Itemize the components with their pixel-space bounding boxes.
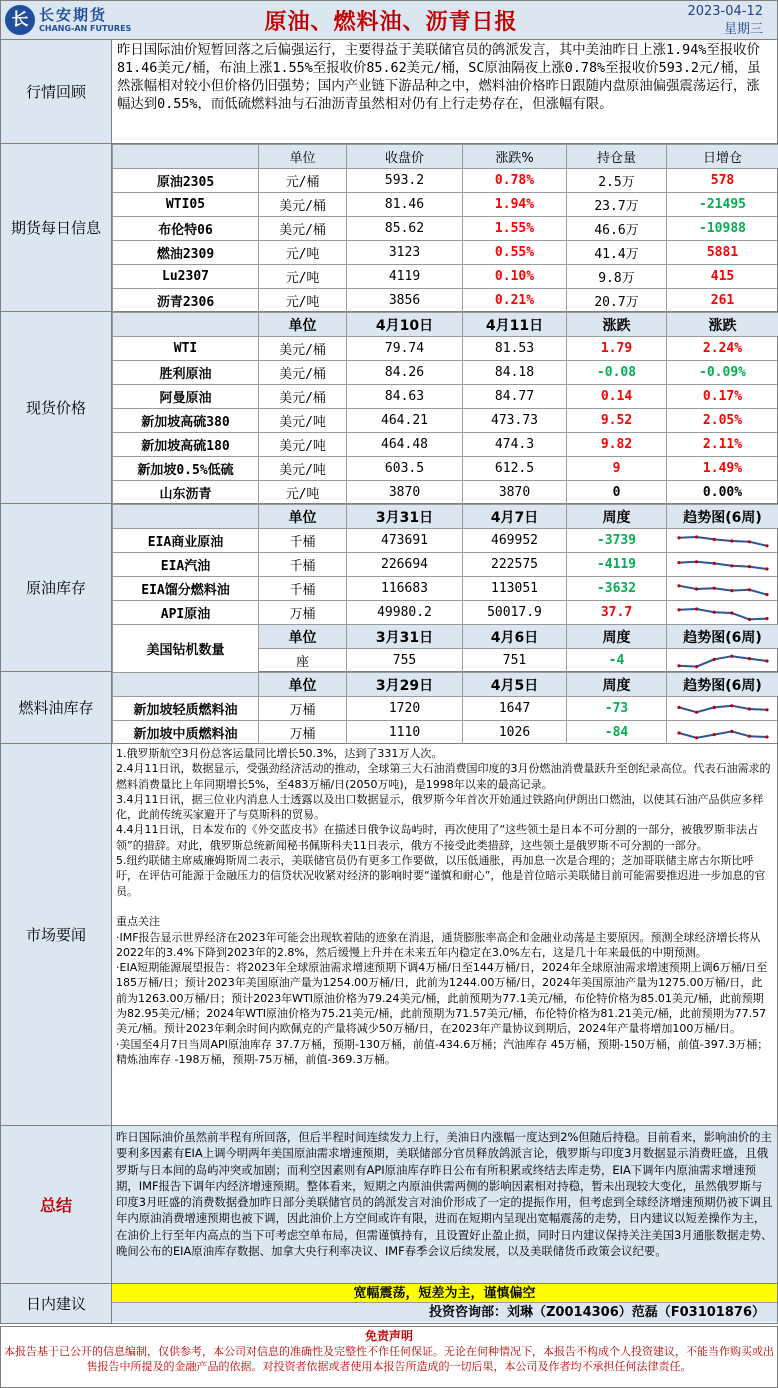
daily-oi-change: 261	[667, 289, 778, 313]
unit: 元/吨	[259, 241, 347, 265]
fuel-header: 单位	[259, 673, 347, 697]
open-interest: 23.7万	[567, 193, 667, 217]
report-title: 原油、燃料油、沥青日报	[264, 10, 518, 35]
value-latest: 113051	[463, 577, 567, 601]
news-label: 市场要闻	[1, 744, 112, 1125]
trend-sparkline	[675, 699, 771, 719]
spot-header: 涨跌	[567, 313, 667, 337]
review-section	[0, 40, 778, 144]
price-day1: 84.26	[347, 361, 463, 385]
price-day2: 612.5	[463, 457, 567, 481]
trend-point	[730, 611, 733, 614]
trend-point	[747, 588, 750, 591]
trend-point	[730, 729, 733, 732]
trend-sparkline	[675, 579, 771, 599]
inventory-header: 4月7日	[463, 505, 567, 529]
fuel-header: 4月5日	[463, 673, 567, 697]
trend-point	[712, 705, 715, 708]
spot-header: 单位	[259, 313, 347, 337]
inventory-header	[113, 505, 259, 529]
change: 9	[567, 457, 667, 481]
trend-point	[747, 707, 750, 710]
rig-header: 4月6日	[463, 625, 567, 649]
futures-header	[113, 145, 259, 169]
trend-point	[765, 567, 768, 570]
change-pct: 2.24%	[667, 337, 778, 361]
spot-header-row	[113, 313, 778, 337]
unit: 美元/桶	[259, 385, 347, 409]
value-prev: 1110	[347, 721, 463, 745]
trend-cell	[667, 697, 778, 721]
weekly-change: 37.7	[567, 601, 667, 625]
value-prev: 49980.2	[347, 601, 463, 625]
futures-row	[113, 217, 778, 241]
trend-point	[730, 704, 733, 707]
trend-point	[765, 708, 768, 711]
trend-point	[712, 733, 715, 736]
close-price: 3856	[347, 289, 463, 313]
value-latest: 469952	[463, 529, 567, 553]
open-interest: 2.5万	[567, 169, 667, 193]
daily-oi-change: -10988	[667, 217, 778, 241]
trend-point	[677, 664, 680, 667]
inventory-name: API原油	[113, 601, 259, 625]
disclaimer-title: 免责声明	[364, 1329, 413, 1343]
advisor-team: 投资咨询部：刘琳（Z0014306）范磊（F03101876）	[112, 1303, 777, 1322]
fuel-table	[112, 672, 778, 745]
spot-row	[113, 481, 778, 505]
trend-point	[765, 659, 768, 662]
inventory-label: 原油库存	[1, 504, 112, 671]
trend-sparkline	[675, 555, 771, 575]
news-section	[0, 744, 778, 1126]
unit: 万桶	[259, 601, 347, 625]
inventory-row	[113, 577, 778, 601]
trend-point	[747, 734, 750, 737]
summary-label: 总结	[1, 1126, 112, 1283]
company-logo	[5, 3, 133, 39]
unit: 美元/桶	[259, 361, 347, 385]
spot-header: 涨跌	[667, 313, 778, 337]
fuel-label: 燃料油库存	[1, 672, 112, 743]
trend-point	[730, 589, 733, 592]
disclaimer	[0, 1326, 778, 1388]
futures-row	[113, 241, 778, 265]
price-day2: 81.53	[463, 337, 567, 361]
weekday-text: 星期三	[723, 22, 763, 37]
futures-row	[113, 169, 778, 193]
trend-sparkline	[675, 651, 771, 671]
summary-section	[0, 1126, 778, 1284]
open-interest: 20.7万	[567, 289, 667, 313]
futures-header-row	[113, 145, 778, 169]
open-interest: 9.8万	[567, 265, 667, 289]
trend-point	[695, 736, 698, 739]
price-day2: 84.77	[463, 385, 567, 409]
rig-header-row	[113, 625, 778, 649]
weekly-change: -4	[567, 649, 667, 673]
close-price: 4119	[347, 265, 463, 289]
weekly-change: -3739	[567, 529, 667, 553]
daily-oi-change: 5881	[667, 241, 778, 265]
unit: 座	[259, 649, 347, 673]
change-pct: -0.09%	[667, 361, 778, 385]
change-pct: 2.11%	[667, 433, 778, 457]
change: 0.14	[567, 385, 667, 409]
trend-point	[695, 535, 698, 538]
inventory-row	[113, 601, 778, 625]
spot-header	[113, 313, 259, 337]
logo-en: CHANG-AN FUTURES	[39, 24, 132, 33]
rig-header: 趋势图(6周)	[667, 625, 778, 649]
contract-name: 原油2305	[113, 169, 259, 193]
inventory-table	[112, 504, 778, 673]
trend-point	[712, 586, 715, 589]
contract-name: 燃油2309	[113, 241, 259, 265]
spot-header: 4月10日	[347, 313, 463, 337]
unit: 美元/桶	[259, 193, 347, 217]
futures-row	[113, 289, 778, 313]
unit: 元/吨	[259, 265, 347, 289]
trend-point	[712, 561, 715, 564]
fuel-header: 3月29日	[347, 673, 463, 697]
spot-row	[113, 457, 778, 481]
trend-cell	[667, 649, 778, 673]
logo-mark-icon: 长	[5, 5, 35, 35]
value-latest: 222575	[463, 553, 567, 577]
fuel-name: 新加坡中质燃料油	[113, 721, 259, 745]
futures-row	[113, 265, 778, 289]
change: 0	[567, 481, 667, 505]
change-pct: 0.00%	[667, 481, 778, 505]
trend-point	[747, 565, 750, 568]
trend-line	[679, 537, 767, 546]
daily-oi-change: -21495	[667, 193, 778, 217]
fuel-header: 周度	[567, 673, 667, 697]
trend-point	[695, 607, 698, 610]
spot-name: WTI	[113, 337, 259, 361]
price-day1: 3870	[347, 481, 463, 505]
daily-oi-change: 578	[667, 169, 778, 193]
disclaimer-text: 本报告基于已公开的信息编制，仅供参考，本公司对信息的准确性及完整性不作任何保证。无论在何种情况下，本报告不构成个人投资建议，不能当作购买或出售报告中所提及的金融产品的依据。对投资者依据或者使用本报告所造成的一切后果，本公司及作者均不承担任何法律责任。	[4, 1345, 774, 1373]
unit: 万桶	[259, 697, 347, 721]
date-text: 2023-04-12	[687, 4, 763, 19]
spot-row	[113, 385, 778, 409]
weekly-change: -73	[567, 697, 667, 721]
futures-table	[112, 144, 778, 313]
price-day1: 464.21	[347, 409, 463, 433]
price-day1: 603.5	[347, 457, 463, 481]
change-pct: 0.17%	[667, 385, 778, 409]
trend-point	[677, 731, 680, 734]
trend-line	[679, 585, 767, 594]
change-pct: 0.78%	[463, 169, 567, 193]
change: 9.52	[567, 409, 667, 433]
price-day2: 84.18	[463, 361, 567, 385]
advice-text: 宽幅震荡，短差为主，谨慎偏空	[112, 1284, 777, 1303]
report-header	[0, 0, 778, 40]
value-latest: 751	[463, 649, 567, 673]
contract-name: Lu2307	[113, 265, 259, 289]
trend-cell	[667, 601, 778, 625]
spot-row	[113, 433, 778, 457]
spot-row	[113, 337, 778, 361]
futures-row	[113, 193, 778, 217]
rig-header: 单位	[259, 625, 347, 649]
unit: 千桶	[259, 553, 347, 577]
unit: 美元/吨	[259, 457, 347, 481]
trend-sparkline	[675, 603, 771, 623]
unit: 千桶	[259, 529, 347, 553]
open-interest: 46.6万	[567, 217, 667, 241]
inventory-row	[113, 529, 778, 553]
weekly-change: -84	[567, 721, 667, 745]
trend-line	[679, 731, 767, 737]
change-pct: 0.10%	[463, 265, 567, 289]
price-day2: 3870	[463, 481, 567, 505]
rig-header: 周度	[567, 625, 667, 649]
contract-name: 沥青2306	[113, 289, 259, 313]
close-price: 593.2	[347, 169, 463, 193]
trend-point	[677, 584, 680, 587]
spot-section	[0, 312, 778, 504]
trend-line	[679, 609, 767, 619]
futures-header: 日增仓	[667, 145, 778, 169]
spot-name: 新加坡高硫180	[113, 433, 259, 457]
trend-cell	[667, 553, 778, 577]
unit: 美元/吨	[259, 433, 347, 457]
spot-row	[113, 361, 778, 385]
close-price: 3123	[347, 241, 463, 265]
spot-header: 4月11日	[463, 313, 567, 337]
unit: 美元/吨	[259, 409, 347, 433]
trend-point	[677, 561, 680, 564]
inventory-header-row	[113, 505, 778, 529]
trend-point	[677, 536, 680, 539]
fuel-header-row	[113, 673, 778, 697]
unit: 千桶	[259, 577, 347, 601]
trend-point	[765, 544, 768, 547]
inventory-name: EIA馏分燃料油	[113, 577, 259, 601]
trend-point	[695, 710, 698, 713]
trend-point	[765, 617, 768, 620]
review-text: 昨日国际油价短暂回落之后偏强运行，主要得益于美联储官员的鸽派发言，其中美油昨日上涨1.94%至报收价81.46美元/桶，布油上涨1.55%至报收价85.62美元/桶，SC原油隔夜上涨0.78%至报收价593.2元/桶，虽然涨幅相对较小但价格仍旧强势；国内产业链下游品种之中，燃料油价格昨日跟随内盘原油偏强震荡运行，涨幅达到0.55%，而低硫燃料油与石油沥青虽然相对仍有上行走势存在，但涨幅有限。	[117, 43, 761, 112]
report-date	[687, 3, 763, 39]
trend-point	[730, 564, 733, 567]
spot-name: 新加坡0.5%低硫	[113, 457, 259, 481]
inventory-header: 单位	[259, 505, 347, 529]
spot-name: 胜利原油	[113, 361, 259, 385]
value-prev: 473691	[347, 529, 463, 553]
review-label: 行情回顾	[1, 40, 112, 143]
rig-header: 3月31日	[347, 625, 463, 649]
trend-point	[712, 537, 715, 540]
trend-point	[695, 560, 698, 563]
change: -0.08	[567, 361, 667, 385]
weekly-change: -4119	[567, 553, 667, 577]
trend-point	[730, 654, 733, 657]
trend-point	[765, 593, 768, 596]
value-prev: 226694	[347, 553, 463, 577]
fuel-header: 趋势图(6周)	[667, 673, 778, 697]
fuel-name: 新加坡轻质燃料油	[113, 697, 259, 721]
fuel-row	[113, 721, 778, 745]
price-day2: 474.3	[463, 433, 567, 457]
trend-point	[747, 540, 750, 543]
trend-point	[712, 610, 715, 613]
logo-cn: 长安期货	[39, 6, 108, 24]
trend-point	[695, 587, 698, 590]
price-day1: 84.63	[347, 385, 463, 409]
unit: 元/桶	[259, 169, 347, 193]
spot-name: 阿曼原油	[113, 385, 259, 409]
inventory-name: EIA商业原油	[113, 529, 259, 553]
contract-name: WTI05	[113, 193, 259, 217]
trend-point	[695, 665, 698, 668]
spot-name: 新加坡高硫380	[113, 409, 259, 433]
advice-section	[0, 1284, 778, 1324]
daily-oi-change: 415	[667, 265, 778, 289]
open-interest: 41.4万	[567, 241, 667, 265]
inventory-header: 趋势图(6周)	[667, 505, 778, 529]
trend-line	[679, 705, 767, 711]
trend-point	[677, 608, 680, 611]
weekly-change: -3632	[567, 577, 667, 601]
contract-name: 布伦特06	[113, 217, 259, 241]
trend-point	[747, 657, 750, 660]
value-latest: 1647	[463, 697, 567, 721]
change-pct: 0.21%	[463, 289, 567, 313]
trend-point	[730, 539, 733, 542]
trend-cell	[667, 577, 778, 601]
unit: 美元/桶	[259, 337, 347, 361]
spot-table	[112, 312, 778, 505]
price-day1: 79.74	[347, 337, 463, 361]
inventory-section	[0, 504, 778, 672]
value-prev: 116683	[347, 577, 463, 601]
spot-row	[113, 409, 778, 433]
trend-cell	[667, 721, 778, 745]
inventory-header: 周度	[567, 505, 667, 529]
change-pct: 1.55%	[463, 217, 567, 241]
trend-cell	[667, 529, 778, 553]
value-latest: 50017.9	[463, 601, 567, 625]
trend-point	[712, 657, 715, 660]
unit: 万桶	[259, 721, 347, 745]
futures-header: 单位	[259, 145, 347, 169]
trend-sparkline	[675, 723, 771, 743]
news-text: 1.俄罗斯航空3月份总客运量同比增长50.3%，达到了331万人次。 2.4月11日讯，数据显示，受强劲经济活动的推动，全球第三大石油消费国印度的3月份燃油消费量跃升至创纪录高位。代表石油需求的燃料消费量比上年同期增长5%，至483万桶/日(2050万吨)，是1998年以来的最高记录。 3.4月11日讯，据三位业内消息人士透露以及出口数据显示，俄罗斯今年首次开始通过铁路向伊朗出口燃油，以使其石油产品供应多样化，此前传统买家避开了与莫斯科的贸易。 4.4月11日讯，日本发布的《外交蓝皮书》在描述日俄争议岛屿时，再次使用了“这些领土是日本不可分割的一部分，被俄罗斯非法占领”的措辞。对此，俄罗斯总统新闻秘书佩斯科夫11日表示，俄方不接受此类措辞，这些领土是俄罗斯不可分割的一部分。 5.纽约联储主席威廉姆斯周二表示，美联储官员仍有更多工作要做，以压低通胀，再加息一次是合理的；芝加哥联储主席古尔斯比呼吁，在评估可能源于金融压力的信贷状况收紧对经济的影响时要“谨慎和耐心”，他是首位暗示美联储目前可能需要推迟进一步加息的官员。 重点关注 ·IMF报告显示世界经济在2023年可能会出现软着陆的迹象在消退，通货膨胀率高企和金融业动荡是主要原因。预测全球经济增长将从2022年的3.4%下降到2023年的2.8%，然后缓慢上升并在未来五年内稳定在3.0%左右，这是几十年来最低的中期预测。 ·EIA短期能源展望报告：将2023年全球原油需求增速预期下调4万桶/日至144万桶/日，2024年全球原油需求增速预期上调6万桶/日至185万桶/日；预计2023年美国原油产量为1254.00万桶/日，此前为1244.00万桶/日，2024年美国原油产量为1275.00万桶/日，此前为1263.00万桶/日；预计2023年WTI原油价格为79.24美元/桶，此前预期为77.1美元/桶，布伦特价格为85.01美元/桶，此前预期为82.95美元/桶；2024年WTI原油价格为75.21美元/桶，此前预期为71.57美元/桶，布伦特价格为81.21美元/桶，此前预期为77.57美元/桶。预计2023年剩余时间内欧佩克的产量将减少50万桶/日，在2023年产量协议到期后，2024年产量将增加100万桶/日。 ·美国至4月7日当周API原油库存 37.7万桶，预期-130万桶，前值-434.6万桶；汽油库存 45万桶，预期-150万桶，前值-397.3万桶；精炼油库存 -198万桶，预期-75万桶，前值-369.3万桶。	[116, 747, 771, 1066]
trend-point	[677, 705, 680, 708]
advice-label: 日内建议	[1, 1284, 112, 1323]
value-prev: 1720	[347, 697, 463, 721]
spot-name: 山东沥青	[113, 481, 259, 505]
inventory-row	[113, 553, 778, 577]
change-pct: 2.05%	[667, 409, 778, 433]
summary-text: 昨日国际油价虽然前半程有所回落，但后半程时间连续发力上行，美油日内涨幅一度达到2%但随后持稳。目前看来，影响油价的主要利多因素有EIA上调今明两年美国原油需求增速预期，美联储部分官员释放鸽派言论，俄罗斯与印度3月数据显示消费旺盛，且俄罗斯与日本间的岛屿冲突或加剧；而利空因素则有API原油库存昨日公布有所积累或终结去库走势，EIA下调年内原油需求增速预期，IMF报告下调年内经济增速预期。整体看来，短期之内原油供需两侧的影响因素相对持稳，暂未出现较大变化，虽然俄罗斯与印度3月旺盛的消费数据叠加昨日部分美联储官员的鸽派发言对油价形成了一定的提振作用，但考虑到全球经济增速预期仍被下调且年内原油消费增速预期也被下调，因此油价上方空间或许有限，进而在短期内呈现出宽幅震荡的走势，日内建议以短差操作为主，在油价上行至年内高点的当下可考虑空单布局，但需谨慎持有，且设置好止盈止损，同时日内建议保持关注美国3月通胀数据走势、晚间公布的EIA原油库存数据、加拿大央行利率决议、IMF春季会议后续发展，以及美联储货币政策会议纪要。	[116, 1130, 773, 1259]
spot-label: 现货价格	[1, 312, 112, 503]
fuel-section	[0, 672, 778, 744]
unit: 元/吨	[259, 289, 347, 313]
trend-point	[765, 735, 768, 738]
trend-sparkline	[675, 531, 771, 551]
unit: 美元/桶	[259, 217, 347, 241]
trend-point	[747, 617, 750, 620]
rig-count-label: 美国钻机数量	[113, 625, 259, 673]
price-day1: 464.48	[347, 433, 463, 457]
unit: 元/吨	[259, 481, 347, 505]
futures-header: 收盘价	[347, 145, 463, 169]
inventory-header: 3月31日	[347, 505, 463, 529]
value-latest: 1026	[463, 721, 567, 745]
futures-header: 持仓量	[567, 145, 667, 169]
change-pct: 1.49%	[667, 457, 778, 481]
close-price: 81.46	[347, 193, 463, 217]
fuel-header	[113, 673, 259, 697]
futures-label: 期货每日信息	[1, 144, 112, 311]
futures-section	[0, 144, 778, 312]
change-pct: 0.55%	[463, 241, 567, 265]
close-price: 85.62	[347, 217, 463, 241]
change: 9.82	[567, 433, 667, 457]
inventory-name: EIA汽油	[113, 553, 259, 577]
trend-line	[679, 561, 767, 568]
change-pct: 1.94%	[463, 193, 567, 217]
price-day2: 473.73	[463, 409, 567, 433]
change: 1.79	[567, 337, 667, 361]
value-prev: 755	[347, 649, 463, 673]
futures-header: 涨跌%	[463, 145, 567, 169]
trend-line	[679, 656, 767, 666]
fuel-row	[113, 697, 778, 721]
